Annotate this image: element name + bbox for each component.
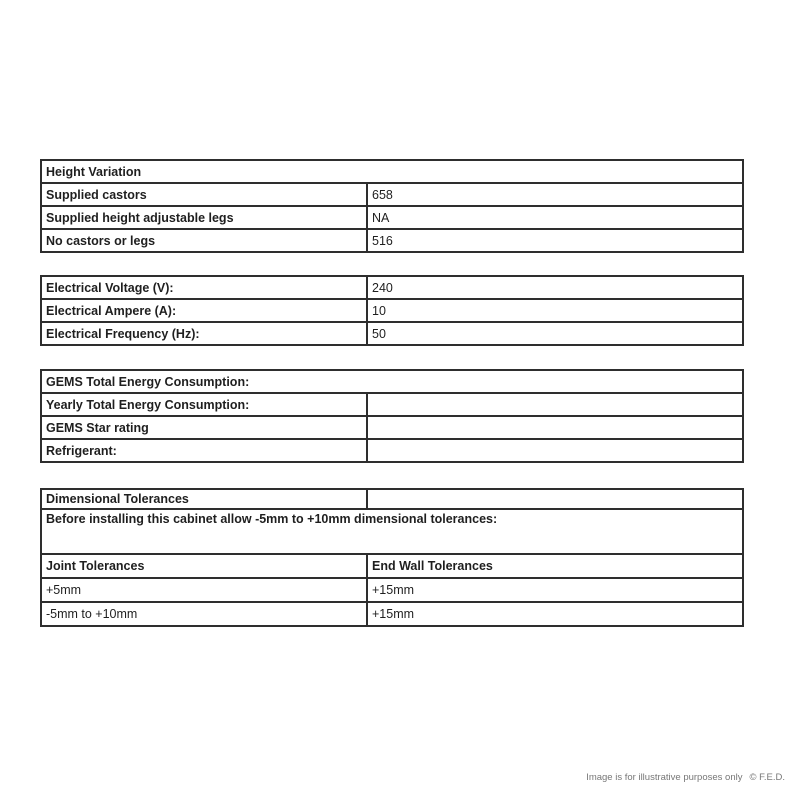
row-label: Supplied castors	[41, 183, 367, 206]
row-label: GEMS Star rating	[41, 416, 367, 439]
table-row	[41, 370, 743, 393]
energy-table-header: GEMS Total Energy Consumption:	[41, 370, 743, 393]
table-row	[41, 299, 743, 322]
row-label: Supplied height adjustable legs	[41, 206, 367, 229]
end-wall-tolerance-value: +15mm	[367, 578, 743, 602]
joint-tolerance-value: -5mm to +10mm	[41, 602, 367, 626]
joint-tolerance-value: +5mm	[41, 578, 367, 602]
row-value: NA	[367, 206, 743, 229]
table-row	[41, 229, 743, 252]
row-value	[367, 416, 743, 439]
spec-sheet	[40, 159, 742, 627]
row-value: 10	[367, 299, 743, 322]
tolerances-note: Before installing this cabinet allow -5mm to +10mm dimensional tolerances:	[41, 509, 743, 554]
row-label: Electrical Voltage (V):	[41, 276, 367, 299]
row-value	[367, 439, 743, 462]
row-value: 516	[367, 229, 743, 252]
table-row	[41, 206, 743, 229]
column-header-end-wall-tolerances: End Wall Tolerances	[367, 554, 743, 578]
dimensional-tolerances-table	[40, 488, 744, 627]
table-row	[41, 489, 743, 509]
height-variation-header: Height Variation	[41, 160, 743, 183]
row-label: Refrigerant:	[41, 439, 367, 462]
table-row	[41, 183, 743, 206]
table-row	[41, 322, 743, 345]
row-label: Electrical Frequency (Hz):	[41, 322, 367, 345]
height-variation-table	[40, 159, 744, 253]
row-value: 50	[367, 322, 743, 345]
table-row	[41, 416, 743, 439]
table-row	[41, 276, 743, 299]
row-value: 658	[367, 183, 743, 206]
disclaimer-text: Image is for illustrative purposes only	[586, 772, 743, 783]
table-row	[41, 439, 743, 462]
table-row	[41, 602, 743, 626]
copyright-text: © F.E.D.	[749, 772, 785, 783]
row-label: Electrical Ampere (A):	[41, 299, 367, 322]
energy-consumption-table	[40, 369, 744, 463]
row-value	[367, 393, 743, 416]
table-row	[41, 509, 743, 554]
footer-disclaimer	[586, 772, 785, 783]
electrical-table	[40, 275, 744, 346]
row-label: Yearly Total Energy Consumption:	[41, 393, 367, 416]
tolerances-title-value	[367, 489, 743, 509]
end-wall-tolerance-value: +15mm	[367, 602, 743, 626]
column-header-joint-tolerances: Joint Tolerances	[41, 554, 367, 578]
table-row	[41, 393, 743, 416]
table-row	[41, 578, 743, 602]
table-row	[41, 160, 743, 183]
tolerances-title: Dimensional Tolerances	[41, 489, 367, 509]
table-row	[41, 554, 743, 578]
row-value: 240	[367, 276, 743, 299]
row-label: No castors or legs	[41, 229, 367, 252]
